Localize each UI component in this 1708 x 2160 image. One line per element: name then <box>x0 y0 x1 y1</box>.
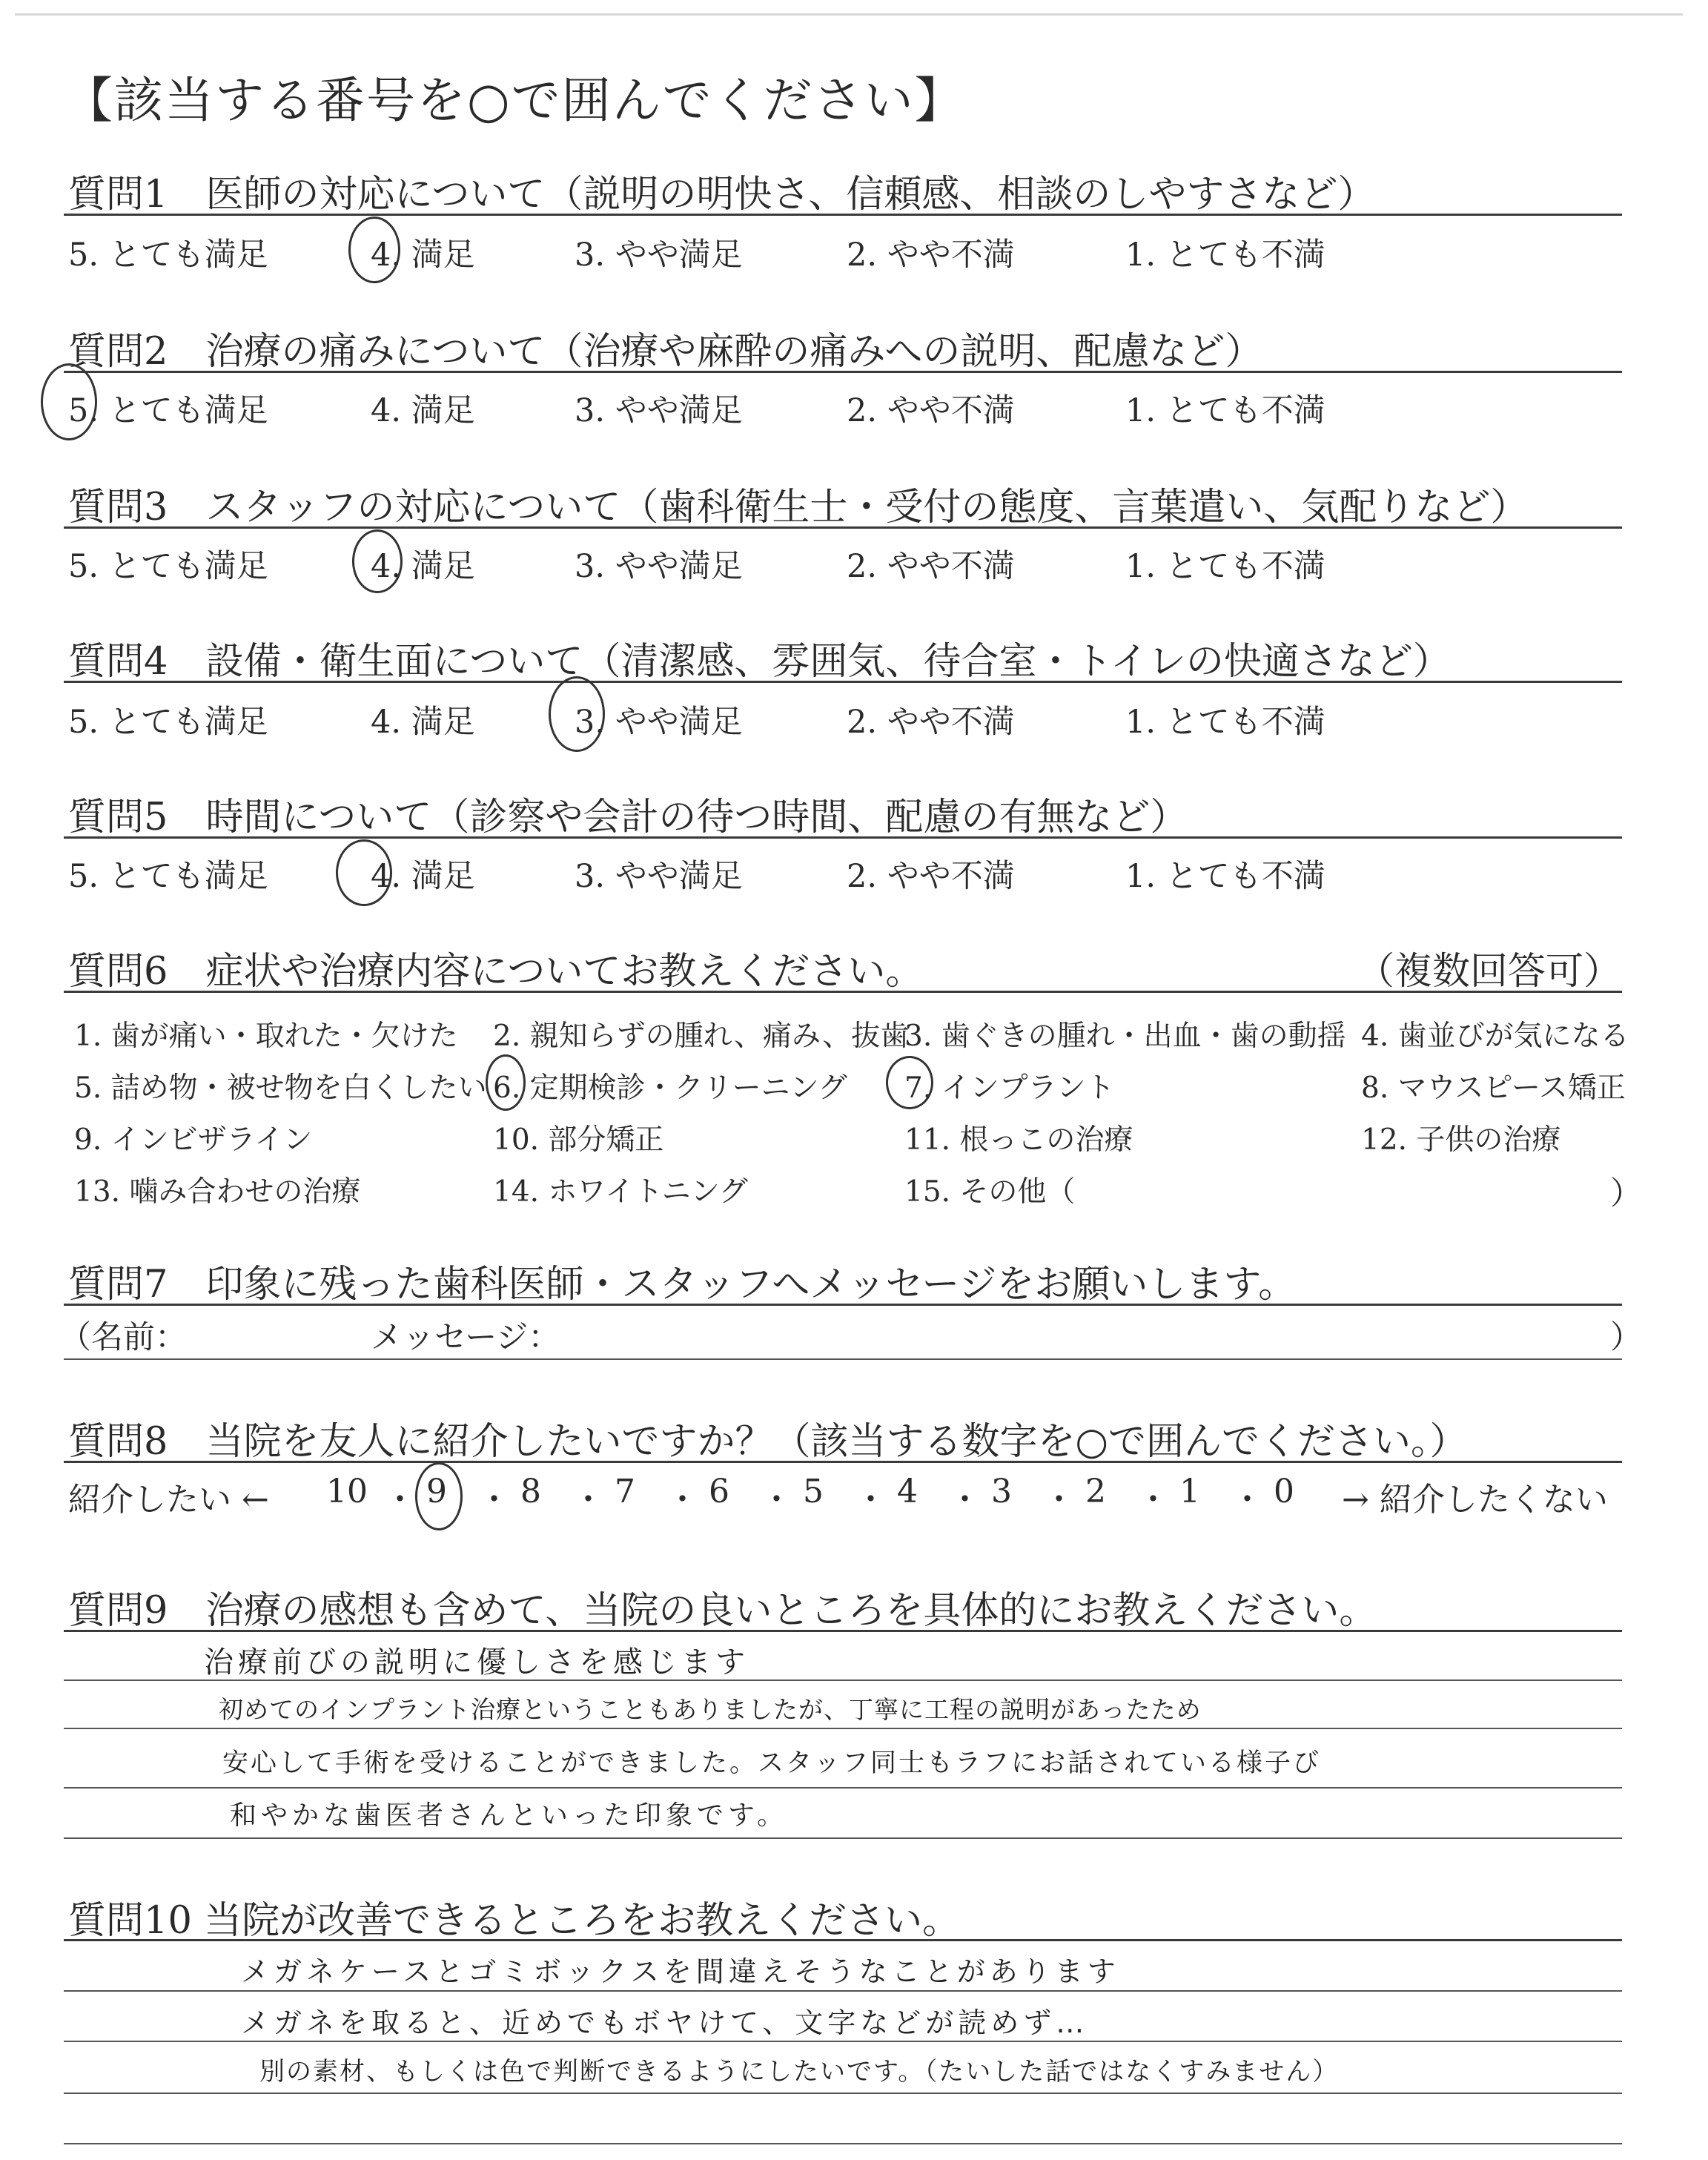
q1-option-2[interactable]: 2. やや不満 <box>847 237 1015 274</box>
q9-line-3 <box>64 1787 1622 1789</box>
q8-scale-separator: ・ <box>477 1481 511 1519</box>
q2-option-1[interactable]: 1. とても不満 <box>1125 392 1325 429</box>
q6-rule <box>64 991 1622 993</box>
q9-answer-line-2: 初めてのインプラント治療ということもありましたが、丁寧に工程の説明があったため <box>219 1695 1202 1724</box>
q3-option-5[interactable]: 5. とても満足 <box>68 548 268 585</box>
q3-option-2[interactable]: 2. やや不満 <box>847 548 1015 585</box>
page-header: 【該当する番号を○で囲んでください】 <box>64 72 965 129</box>
q10-title: 質問10 当院が改善できるところをお教えください。 <box>68 1899 961 1943</box>
q8-scale-0[interactable]: 0 <box>1274 1473 1294 1510</box>
q8-scale-6[interactable]: 6 <box>709 1473 729 1510</box>
q3-option-4[interactable]: 4. 満足 <box>371 548 475 585</box>
q6-multiple-note: （複数回答可） <box>1357 950 1622 994</box>
q3-rule <box>64 526 1622 529</box>
q8-scale-4[interactable]: 4 <box>897 1473 918 1510</box>
q2-title: 質問2 治療の痛みについて（治療や麻酔の痛みへの説明、配慮など） <box>68 330 1263 374</box>
q8-scale-separator: ・ <box>383 1481 417 1519</box>
q5-option-2[interactable]: 2. やや不満 <box>847 858 1015 895</box>
q1-option-3[interactable]: 3. やや満足 <box>575 237 743 274</box>
q5-option-1[interactable]: 1. とても不満 <box>1125 858 1325 895</box>
q4-option-4[interactable]: 4. 満足 <box>371 704 475 741</box>
q2-rule <box>64 371 1622 373</box>
q1-title: 質問1 医師の対応について（説明の明快さ、信頼感、相談のしやすさなど） <box>68 173 1376 217</box>
q9-line-2 <box>64 1728 1622 1729</box>
q8-scale-separator: ・ <box>854 1481 887 1519</box>
q6-item-4[interactable]: 4. 歯並びが気になる <box>1361 1020 1629 1053</box>
q6-other-close-paren: ） <box>1610 1175 1642 1212</box>
q6-answer-circle-6 <box>486 1054 526 1111</box>
q2-option-4[interactable]: 4. 満足 <box>371 392 475 429</box>
q10-answer-line-2: メガネを取ると、近めでもボヤけて、文字などが読めず… <box>241 2007 1089 2039</box>
q8-rule <box>64 1461 1622 1463</box>
q8-scale-separator: ・ <box>666 1481 699 1519</box>
q8-scale-1[interactable]: 1 <box>1179 1473 1200 1510</box>
q6-item-12[interactable]: 12. 子供の治療 <box>1361 1123 1561 1157</box>
q10-line-2 <box>64 2041 1622 2042</box>
q8-scale-separator: ・ <box>1042 1481 1076 1519</box>
q9-answer-line-3: 安心して手術を受けることができました。スタッフ同士もラフにお話されている様子び <box>222 1748 1322 1778</box>
q10-line-4 <box>64 2143 1622 2144</box>
q6-item-1[interactable]: 1. 歯が痛い・取れた・欠けた <box>74 1020 458 1053</box>
q4-rule <box>64 681 1622 683</box>
q6-item-8[interactable]: 8. マウスピース矯正 <box>1361 1071 1626 1105</box>
q5-option-3[interactable]: 3. やや満足 <box>575 858 743 895</box>
q6-item-11[interactable]: 11. 根っこの治療 <box>904 1123 1133 1157</box>
q6-item-15[interactable]: 15. その他（ <box>904 1175 1076 1209</box>
q10-line-1 <box>64 1990 1622 1992</box>
q8-scale-separator: ・ <box>948 1481 982 1519</box>
q5-title: 質問5 時間について（診察や会計の待つ時間、配慮の有無など） <box>68 796 1188 839</box>
q4-answer-circle <box>549 676 605 752</box>
q2-option-5[interactable]: 5. とても満足 <box>68 392 268 429</box>
q6-item-10[interactable]: 10. 部分矯正 <box>493 1123 664 1157</box>
q8-scale-3[interactable]: 3 <box>991 1473 1012 1510</box>
q7-name-label: （名前： <box>59 1319 187 1356</box>
q7-close-paren: ） <box>1610 1319 1642 1356</box>
q9-title: 質問9 治療の感想も含めて、当院の良いところを具体的にお教えください。 <box>68 1589 1377 1633</box>
q9-answer-line-1: 治療前びの説明に優しさを感じます <box>204 1645 749 1680</box>
q5-option-4[interactable]: 4. 満足 <box>371 858 475 895</box>
q4-title: 質問4 設備・衛生面について（清潔感、雰囲気、待合室・トイレの快適さなど） <box>68 640 1451 684</box>
q6-title: 質問6 症状や治療内容についてお教えください。 <box>68 950 924 994</box>
q7-rule <box>64 1304 1622 1306</box>
q2-answer-circle <box>41 363 97 440</box>
q6-answer-circle-7 <box>886 1056 933 1109</box>
q8-scale-9[interactable]: 9 <box>426 1473 447 1510</box>
q8-left-label: 紹介したい ← <box>68 1481 269 1519</box>
q4-option-3[interactable]: 3. やや満足 <box>575 704 743 741</box>
q1-option-1[interactable]: 1. とても不満 <box>1125 237 1325 274</box>
q8-scale-separator: ・ <box>760 1481 793 1519</box>
q9-rule <box>64 1630 1622 1632</box>
q1-option-4[interactable]: 4. 満足 <box>371 237 475 274</box>
q8-scale-7[interactable]: 7 <box>615 1473 635 1510</box>
q2-option-2[interactable]: 2. やや不満 <box>847 392 1015 429</box>
q10-rule <box>64 1939 1622 1941</box>
q3-answer-circle <box>352 529 403 593</box>
q4-option-5[interactable]: 5. とても満足 <box>68 704 268 741</box>
q6-item-3[interactable]: 3. 歯ぐきの腫れ・出血・歯の動揺 <box>904 1020 1346 1053</box>
q8-scale-2[interactable]: 2 <box>1085 1473 1106 1510</box>
q6-item-9[interactable]: 9. インビザライン <box>74 1123 313 1157</box>
q5-answer-circle <box>336 839 392 906</box>
q8-scale-5[interactable]: 5 <box>803 1473 824 1510</box>
q8-scale-10[interactable]: 10 <box>326 1473 368 1510</box>
q10-answer-line-3: 別の素材、もしくは色で判断できるようにしたいです。（たいした話ではなくすみません） <box>259 2057 1340 2087</box>
q1-option-5[interactable]: 5. とても満足 <box>68 237 268 274</box>
q10-line-3 <box>64 2093 1622 2094</box>
q5-option-5[interactable]: 5. とても満足 <box>68 858 268 895</box>
q8-scale-separator: ・ <box>1136 1481 1170 1519</box>
q6-item-14[interactable]: 14. ホワイトニング <box>493 1175 748 1209</box>
q8-scale-separator: ・ <box>572 1481 605 1519</box>
q4-option-2[interactable]: 2. やや不満 <box>847 704 1015 741</box>
q3-option-1[interactable]: 1. とても不満 <box>1125 548 1325 585</box>
q7-answer-line <box>64 1358 1622 1360</box>
q4-option-1[interactable]: 1. とても不満 <box>1125 704 1325 741</box>
q8-answer-circle <box>415 1462 463 1530</box>
q7-message-label: メッセージ： <box>371 1319 560 1356</box>
scan-top-edge <box>15 13 1683 16</box>
q8-right-label: → 紹介したくない <box>1342 1481 1608 1519</box>
q3-title: 質問3 スタッフの対応について（歯科衛生士・受付の態度、言葉遣い、気配りなど） <box>68 486 1529 529</box>
q9-line-4 <box>64 1837 1622 1839</box>
q6-item-7[interactable]: 7. インプラント <box>904 1071 1115 1105</box>
q2-option-3[interactable]: 3. やや満足 <box>575 392 743 429</box>
q6-item-6[interactable]: 6. 定期検診・クリーニング <box>493 1071 847 1105</box>
q8-scale-separator: ・ <box>1231 1481 1264 1519</box>
q7-title: 質問7 印象に残った歯科医師・スタッフへメッセージをお願いします。 <box>68 1263 1297 1307</box>
q3-option-3[interactable]: 3. やや満足 <box>575 548 743 585</box>
q6-item-13[interactable]: 13. 噛み合わせの治療 <box>74 1175 361 1209</box>
q1-rule <box>64 214 1622 216</box>
q9-answer-line-4: 和やかな歯医者さんといった印象です。 <box>230 1800 789 1831</box>
q6-item-5[interactable]: 5. 詰め物・被せ物を白くしたい <box>74 1071 487 1105</box>
q5-rule <box>64 836 1622 839</box>
q6-item-2[interactable]: 2. 親知らずの腫れ、痛み、抜歯 <box>493 1020 910 1053</box>
q8-title: 質問8 当院を友人に紹介したいですか？（該当する数字を○で囲んでください。） <box>68 1420 1468 1464</box>
q8-scale-8[interactable]: 8 <box>520 1473 541 1510</box>
q10-answer-line-1: メガネケースとゴミボックスを間違えそうなことがあります <box>241 1955 1120 1988</box>
q1-answer-circle <box>348 217 400 283</box>
